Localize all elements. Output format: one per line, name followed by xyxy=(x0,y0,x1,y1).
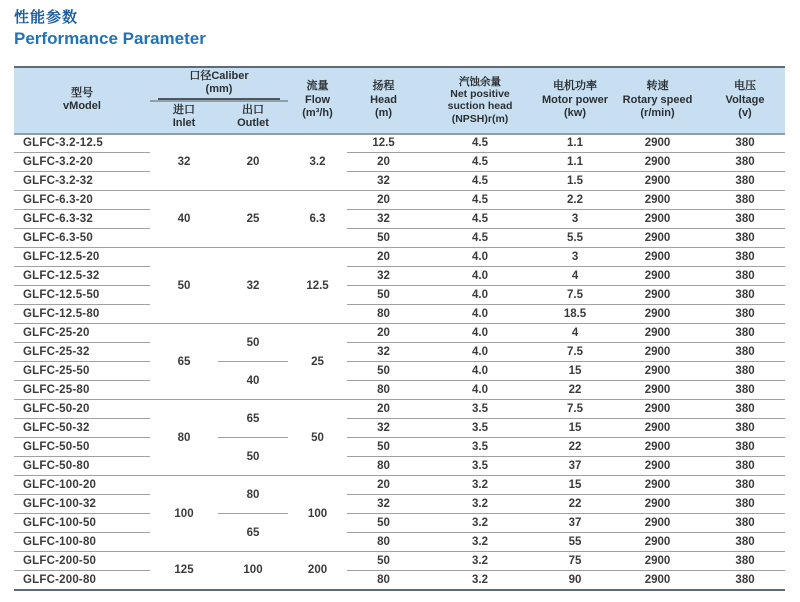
cell-voltage: 380 xyxy=(705,514,785,533)
cell-power: 3 xyxy=(540,248,610,267)
cell-npsh: 4.0 xyxy=(420,305,540,324)
cell-inlet: 125 xyxy=(150,552,218,590)
table-row xyxy=(14,267,785,286)
cell-model: GLFC-6.3-32 xyxy=(14,210,150,229)
cell-power: 55 xyxy=(540,533,610,552)
cell-head: 80 xyxy=(347,571,420,590)
cell-voltage: 380 xyxy=(705,476,785,495)
header-head-unit: (m) xyxy=(374,107,393,120)
table-row xyxy=(14,362,785,381)
cell-inlet: 100 xyxy=(150,476,218,552)
cell-head: 80 xyxy=(347,533,420,552)
cell-speed: 2900 xyxy=(610,571,705,590)
cell-voltage: 380 xyxy=(705,438,785,457)
table-row xyxy=(14,134,785,153)
cell-model: GLFC-100-80 xyxy=(14,533,150,552)
cell-speed: 2900 xyxy=(610,153,705,172)
cell-npsh: 3.2 xyxy=(420,514,540,533)
cell-voltage: 380 xyxy=(705,248,785,267)
header-speed-unit: (r/min) xyxy=(640,107,675,120)
cell-npsh: 4.0 xyxy=(420,343,540,362)
cell-flow: 12.5 xyxy=(288,248,347,324)
cell-voltage: 380 xyxy=(705,419,785,438)
header-npsh-en2: suction head xyxy=(447,100,513,113)
cell-voltage: 380 xyxy=(705,381,785,400)
header-inlet-zh: 进口 xyxy=(173,103,195,116)
header-flow-zh: 流量 xyxy=(306,80,329,93)
header-model xyxy=(14,67,150,134)
cell-model: GLFC-25-50 xyxy=(14,362,150,381)
cell-speed: 2900 xyxy=(610,476,705,495)
cell-head: 20 xyxy=(347,476,420,495)
cell-outlet: 50 xyxy=(218,324,288,362)
header-caliber-group xyxy=(158,70,280,100)
table-row xyxy=(14,229,785,248)
table-row xyxy=(14,210,785,229)
cell-power: 22 xyxy=(540,495,610,514)
cell-head: 32 xyxy=(347,267,420,286)
cell-head: 80 xyxy=(347,381,420,400)
cell-power: 90 xyxy=(540,571,610,590)
cell-model: GLFC-50-32 xyxy=(14,419,150,438)
table-row xyxy=(14,172,785,191)
cell-speed: 2900 xyxy=(610,552,705,571)
header-caliber xyxy=(150,67,288,101)
table-row xyxy=(14,305,785,324)
cell-head: 20 xyxy=(347,191,420,210)
cell-npsh: 4.0 xyxy=(420,267,540,286)
cell-speed: 2900 xyxy=(610,381,705,400)
cell-head: 20 xyxy=(347,248,420,267)
cell-model: GLFC-3.2-32 xyxy=(14,172,150,191)
table-row xyxy=(14,248,785,267)
table-row xyxy=(14,153,785,172)
cell-npsh: 4.0 xyxy=(420,362,540,381)
cell-speed: 2900 xyxy=(610,248,705,267)
cell-head: 32 xyxy=(347,172,420,191)
cell-power: 7.5 xyxy=(540,343,610,362)
cell-head: 20 xyxy=(347,324,420,343)
cell-model: GLFC-25-20 xyxy=(14,324,150,343)
cell-npsh: 3.5 xyxy=(420,400,540,419)
cell-voltage: 380 xyxy=(705,267,785,286)
cell-head: 32 xyxy=(347,210,420,229)
header-head-en: Head xyxy=(370,93,397,106)
cell-flow: 100 xyxy=(288,476,347,552)
page-title-chinese: 性能参数 xyxy=(14,9,79,26)
cell-speed: 2900 xyxy=(610,191,705,210)
header-npsh-zh: 汽蚀余量 xyxy=(459,75,502,88)
cell-speed: 2900 xyxy=(610,533,705,552)
cell-model: GLFC-100-50 xyxy=(14,514,150,533)
cell-model: GLFC-3.2-12.5 xyxy=(14,134,150,153)
cell-head: 32 xyxy=(347,495,420,514)
cell-npsh: 4.5 xyxy=(420,191,540,210)
cell-head: 80 xyxy=(347,457,420,476)
header-npsh xyxy=(420,67,540,134)
header-voltage-en: Voltage xyxy=(725,93,765,106)
header-model-zh: 型号 xyxy=(71,86,93,99)
cell-npsh: 4.5 xyxy=(420,210,540,229)
cell-model: GLFC-12.5-80 xyxy=(14,305,150,324)
table-row xyxy=(14,343,785,362)
header-flow-unit: (m³/h) xyxy=(302,107,333,120)
cell-npsh: 4.0 xyxy=(420,324,540,343)
page-header xyxy=(14,9,206,49)
cell-voltage: 380 xyxy=(705,533,785,552)
cell-model: GLFC-12.5-32 xyxy=(14,267,150,286)
cell-model: GLFC-6.3-50 xyxy=(14,229,150,248)
cell-voltage: 380 xyxy=(705,134,785,153)
cell-speed: 2900 xyxy=(610,172,705,191)
cell-npsh: 4.5 xyxy=(420,229,540,248)
header-speed-en: Rotary speed xyxy=(622,93,693,106)
cell-power: 1.1 xyxy=(540,134,610,153)
cell-head: 80 xyxy=(347,305,420,324)
cell-speed: 2900 xyxy=(610,438,705,457)
cell-speed: 2900 xyxy=(610,514,705,533)
header-head-zh: 扬程 xyxy=(372,80,395,93)
cell-npsh: 4.5 xyxy=(420,153,540,172)
cell-inlet: 40 xyxy=(150,191,218,248)
cell-power: 5.5 xyxy=(540,229,610,248)
table-row xyxy=(14,438,785,457)
cell-model: GLFC-12.5-20 xyxy=(14,248,150,267)
cell-npsh: 3.2 xyxy=(420,552,540,571)
cell-head: 32 xyxy=(347,419,420,438)
cell-model: GLFC-50-50 xyxy=(14,438,150,457)
header-npsh-unit: (NPSH)r(m) xyxy=(451,112,509,125)
cell-inlet: 80 xyxy=(150,400,218,476)
cell-power: 18.5 xyxy=(540,305,610,324)
table-row xyxy=(14,457,785,476)
cell-power: 7.5 xyxy=(540,400,610,419)
cell-power: 15 xyxy=(540,419,610,438)
cell-flow: 50 xyxy=(288,400,347,476)
cell-power: 4 xyxy=(540,267,610,286)
header-voltage xyxy=(705,67,785,134)
cell-voltage: 380 xyxy=(705,457,785,476)
cell-npsh: 4.5 xyxy=(420,172,540,191)
cell-power: 2.2 xyxy=(540,191,610,210)
cell-head: 32 xyxy=(347,343,420,362)
cell-power: 22 xyxy=(540,381,610,400)
cell-outlet: 100 xyxy=(218,552,288,590)
table-header xyxy=(14,67,785,134)
cell-power: 1.1 xyxy=(540,153,610,172)
cell-voltage: 380 xyxy=(705,400,785,419)
table-row xyxy=(14,514,785,533)
cell-power: 15 xyxy=(540,362,610,381)
cell-head: 50 xyxy=(347,362,420,381)
cell-model: GLFC-200-50 xyxy=(14,552,150,571)
cell-head: 50 xyxy=(347,229,420,248)
table-row xyxy=(14,571,785,590)
cell-head: 20 xyxy=(347,400,420,419)
table-row xyxy=(14,495,785,514)
cell-voltage: 380 xyxy=(705,172,785,191)
cell-speed: 2900 xyxy=(610,495,705,514)
cell-head: 50 xyxy=(347,514,420,533)
cell-model: GLFC-200-80 xyxy=(14,571,150,590)
cell-flow: 25 xyxy=(288,324,347,400)
cell-voltage: 380 xyxy=(705,153,785,172)
cell-inlet: 32 xyxy=(150,134,218,191)
cell-model: GLFC-6.3-20 xyxy=(14,191,150,210)
cell-speed: 2900 xyxy=(610,229,705,248)
cell-speed: 2900 xyxy=(610,134,705,153)
cell-voltage: 380 xyxy=(705,552,785,571)
cell-npsh: 3.2 xyxy=(420,495,540,514)
header-npsh-en1: Net positive xyxy=(450,87,510,100)
cell-speed: 2900 xyxy=(610,210,705,229)
cell-inlet: 50 xyxy=(150,248,218,324)
cell-voltage: 380 xyxy=(705,324,785,343)
cell-model: GLFC-50-80 xyxy=(14,457,150,476)
performance-parameter-table xyxy=(14,66,785,591)
cell-model: GLFC-100-32 xyxy=(14,495,150,514)
cell-npsh: 3.5 xyxy=(420,457,540,476)
cell-speed: 2900 xyxy=(610,267,705,286)
cell-speed: 2900 xyxy=(610,419,705,438)
cell-npsh: 3.5 xyxy=(420,419,540,438)
cell-npsh: 3.5 xyxy=(420,438,540,457)
header-power-zh: 电机功率 xyxy=(553,80,598,93)
table-row xyxy=(14,400,785,419)
header-caliber-zh: 口径Caliber xyxy=(189,70,249,82)
cell-flow: 200 xyxy=(288,552,347,590)
table-body xyxy=(14,134,785,590)
header-outlet-zh: 出口 xyxy=(242,103,264,116)
cell-head: 50 xyxy=(347,286,420,305)
cell-voltage: 380 xyxy=(705,362,785,381)
cell-outlet: 80 xyxy=(218,476,288,514)
cell-voltage: 380 xyxy=(705,229,785,248)
cell-power: 1.5 xyxy=(540,172,610,191)
cell-speed: 2900 xyxy=(610,457,705,476)
cell-npsh: 4.0 xyxy=(420,381,540,400)
cell-npsh: 3.2 xyxy=(420,476,540,495)
table-row xyxy=(14,381,785,400)
cell-outlet: 25 xyxy=(218,191,288,248)
cell-voltage: 380 xyxy=(705,495,785,514)
cell-npsh: 4.0 xyxy=(420,248,540,267)
cell-power: 15 xyxy=(540,476,610,495)
cell-voltage: 380 xyxy=(705,305,785,324)
header-power-en: Motor power xyxy=(542,93,609,106)
cell-power: 7.5 xyxy=(540,286,610,305)
cell-voltage: 380 xyxy=(705,343,785,362)
header-voltage-unit: (v) xyxy=(738,107,752,120)
cell-model: GLFC-50-20 xyxy=(14,400,150,419)
cell-model: GLFC-25-32 xyxy=(14,343,150,362)
table-row xyxy=(14,476,785,495)
header-rotary-speed xyxy=(610,67,705,134)
header-outlet xyxy=(218,101,288,134)
cell-voltage: 380 xyxy=(705,286,785,305)
cell-power: 3 xyxy=(540,210,610,229)
cell-outlet: 20 xyxy=(218,134,288,191)
cell-outlet: 32 xyxy=(218,248,288,324)
cell-flow: 3.2 xyxy=(288,134,347,191)
cell-npsh: 4.5 xyxy=(420,134,540,153)
header-caliber-unit: (mm) xyxy=(205,83,233,96)
header-speed-zh: 转速 xyxy=(646,80,669,93)
table-row xyxy=(14,191,785,210)
cell-power: 75 xyxy=(540,552,610,571)
cell-power: 37 xyxy=(540,514,610,533)
cell-voltage: 380 xyxy=(705,210,785,229)
header-flow-en: Flow xyxy=(304,93,331,106)
cell-voltage: 380 xyxy=(705,191,785,210)
cell-npsh: 3.2 xyxy=(420,571,540,590)
cell-outlet: 40 xyxy=(218,362,288,400)
cell-power: 22 xyxy=(540,438,610,457)
header-flow xyxy=(288,67,347,134)
cell-inlet: 65 xyxy=(150,324,218,400)
cell-speed: 2900 xyxy=(610,362,705,381)
table-row xyxy=(14,419,785,438)
header-inlet xyxy=(150,101,218,134)
cell-head: 20 xyxy=(347,153,420,172)
header-motor-power xyxy=(540,67,610,134)
table-row xyxy=(14,533,785,552)
cell-speed: 2900 xyxy=(610,305,705,324)
cell-head: 50 xyxy=(347,438,420,457)
header-inlet-en: Inlet xyxy=(172,117,196,130)
cell-head: 12.5 xyxy=(347,134,420,153)
table-row xyxy=(14,552,785,571)
cell-outlet: 65 xyxy=(218,400,288,438)
cell-npsh: 4.0 xyxy=(420,286,540,305)
header-power-unit: (kw) xyxy=(564,107,587,120)
cell-model: GLFC-12.5-50 xyxy=(14,286,150,305)
page-title-english: Performance Parameter xyxy=(14,29,206,48)
cell-npsh: 3.2 xyxy=(420,533,540,552)
cell-power: 4 xyxy=(540,324,610,343)
cell-voltage: 380 xyxy=(705,571,785,590)
cell-speed: 2900 xyxy=(610,343,705,362)
header-voltage-zh: 电压 xyxy=(734,80,757,93)
table-row xyxy=(14,324,785,343)
cell-model: GLFC-100-20 xyxy=(14,476,150,495)
cell-outlet: 65 xyxy=(218,514,288,552)
cell-flow: 6.3 xyxy=(288,191,347,248)
header-outlet-en: Outlet xyxy=(237,117,269,130)
cell-speed: 2900 xyxy=(610,400,705,419)
cell-speed: 2900 xyxy=(610,286,705,305)
header-head xyxy=(347,67,420,134)
table-row xyxy=(14,286,785,305)
cell-outlet: 50 xyxy=(218,438,288,476)
cell-speed: 2900 xyxy=(610,324,705,343)
cell-model: GLFC-3.2-20 xyxy=(14,153,150,172)
header-model-en: vModel xyxy=(63,100,101,113)
cell-power: 37 xyxy=(540,457,610,476)
cell-head: 50 xyxy=(347,552,420,571)
cell-model: GLFC-25-80 xyxy=(14,381,150,400)
